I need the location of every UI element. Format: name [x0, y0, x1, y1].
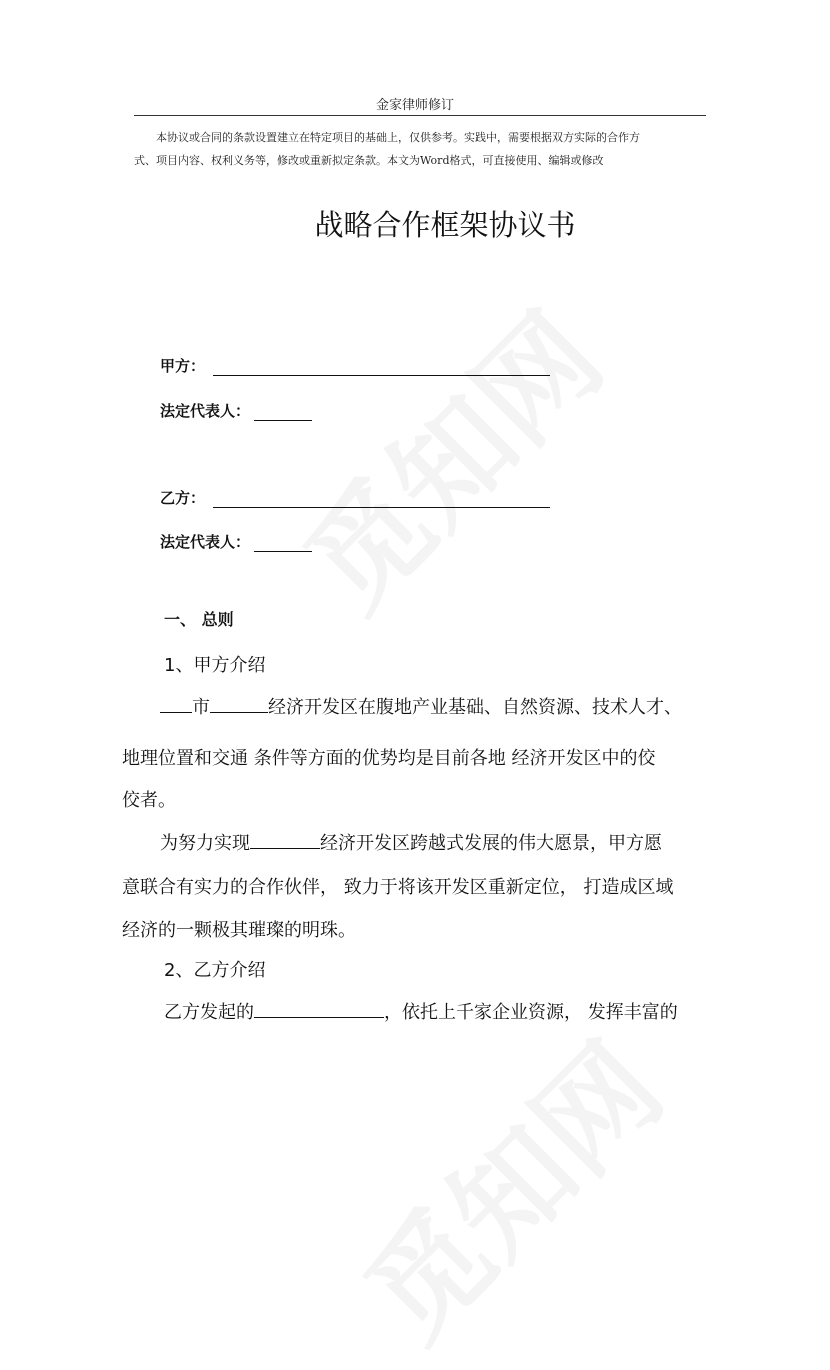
text-run: 经济开发区跨越式发展的伟大愿景，甲方愿 [320, 833, 662, 854]
section-heading-general: 一、 总则 [164, 610, 234, 629]
watermark [322, 1000, 693, 1370]
subsection-heading-party-b: 2、乙方介绍 [164, 960, 266, 981]
paragraph-line: 地理位置和交通 条件等方面的优势均是目前各地 经济开发区中的佼 [122, 748, 656, 769]
subsection-heading-party-a: 1、甲方介绍 [164, 655, 266, 676]
party-b-label: 乙方： [160, 489, 206, 507]
paragraph-line [160, 829, 710, 855]
party-a-label: 甲方： [160, 357, 206, 375]
rep-a-blank [254, 402, 312, 421]
paragraph-line [164, 998, 714, 1024]
rep-b-row [160, 531, 312, 552]
notice-line-1: 本协议或合同的条款设置建立在特定项目的基础上，仅供参考。实践中，需要根据双方实际的合作方 [156, 131, 640, 144]
watermark [262, 270, 633, 641]
document-title: 战略合作框架协议书 [314, 208, 576, 242]
header-rule [134, 115, 706, 116]
paragraph-line [160, 693, 710, 719]
header-title: 金家律师修订 [375, 98, 454, 113]
fill-blank [210, 694, 268, 713]
paragraph-line: 佼者。 [122, 790, 176, 811]
rep-b-blank [254, 533, 312, 552]
text-run: 为努力实现 [160, 833, 250, 854]
party-a-row [160, 355, 550, 376]
party-b-row [160, 487, 550, 508]
fill-blank [254, 999, 384, 1018]
party-a-blank [213, 357, 550, 376]
paragraph-line: 意联合有实力的合作伙伴， 致力于将该开发区重新定位， 打造成区域 [122, 877, 674, 898]
text-run: 乙方发起的 [164, 1002, 254, 1023]
paragraph-line: 经济的一颗极其璀璨的明珠。 [122, 920, 356, 941]
text-run: ，依托上千家企业资源， 发挥丰富的 [384, 1002, 678, 1023]
rep-a-label: 法定代表人： [160, 402, 251, 420]
text-run: 经济开发区在腹地产业基础、自然资源、技术人才、 [268, 697, 682, 718]
text-run: 市 [192, 697, 210, 718]
notice-line-2: 式、项目内容、权利义务等，修改或重新拟定条款。本文为Word格式，可直接使用、编辑或修改 [134, 154, 604, 167]
fill-blank [160, 694, 192, 713]
rep-b-label: 法定代表人： [160, 533, 251, 551]
fill-blank [250, 830, 320, 849]
rep-a-row [160, 400, 312, 421]
party-b-blank [213, 489, 550, 508]
